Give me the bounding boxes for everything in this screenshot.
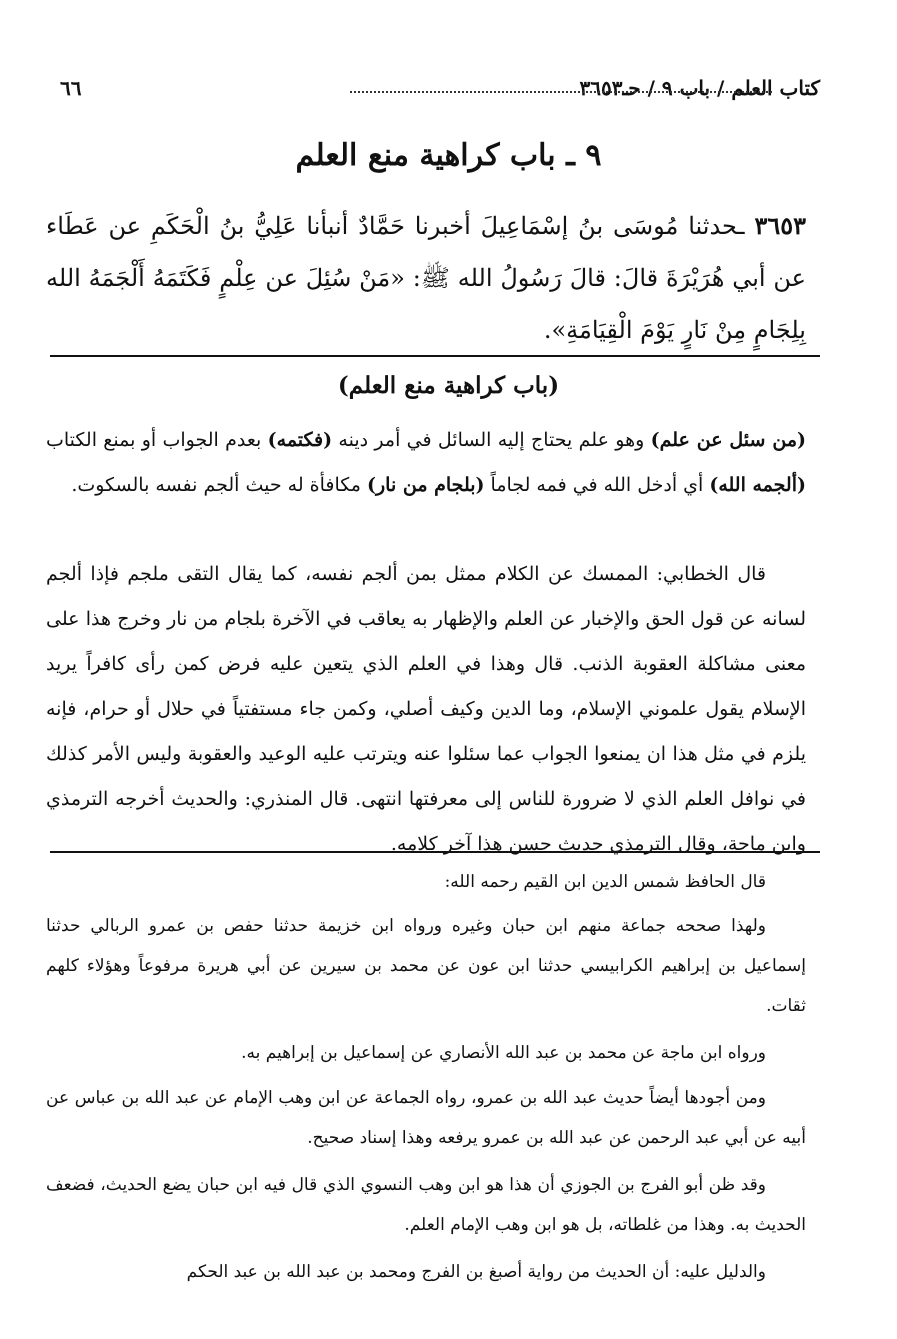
ibn-qayyim-paragraph: والدليل عليه: أن الحديث من رواية أصبغ بن الفرج ومحمد بن عبد الله بن عبد الحكم (186, 1262, 766, 1282)
hadith-number: ٣٦٥٣ (754, 211, 806, 240)
hadith-text (46, 200, 806, 356)
commentary-text: بعدم الجواب أو بمنع الكتاب (46, 429, 268, 451)
commentary-heading: (باب كراهية منع العلم) (337, 372, 560, 399)
dotted-leader (350, 91, 772, 93)
commentary-text: أي أدخل الله في فمه لجاماً (484, 474, 710, 496)
commentary-paragraph: قال الخطابي: الممسك عن الكلام ممثل بمن ألجم نفسه، كما يقال التقى ملجم فإذا ألجم لسانه عن قول الحق والإخبار عن العلم والإظهار به يعاقب في الآخرة بلجام من نار وخرج هذا على معنى مشاكلة العقوبة الذنب. قال وهذا في العلم الذي يتعين عليه فرض كمن رأى كافراً يريد الإسلام يقول علموني الإسلام، وما الدين وكيف أصلي، وكمن جاء مستفتياً في حلال أو حرام، فإنه يلزم في مثل هذا ان يمنعوا الجواب عما سئلوا عنه ويترتب عليه الوعيد والعقوبة وليس الأمر كذلك في نوافل العلم الذي لا ضرورة للناس إلى معرفتها انتهى. قال المنذري: والحديث أخرجه الترمذي وابن ماجة، وقال الترمذي حديث حسن هذا آخر كلامه. (46, 563, 806, 855)
divider-rule (50, 851, 820, 853)
divider-rule (50, 355, 820, 357)
commentary-term: (من سئل عن علم) (650, 429, 806, 451)
chapter-heading: ٩ ـ باب كراهية منع العلم (295, 138, 602, 173)
ibn-qayyim-paragraph: ولهذا صححه جماعة منهم ابن حبان وغيره ورواه ابن خزيمة حدثنا حفص بن عمرو الربالي حدثنا إسماعيل بن إبراهيم الكرابيسي حدثنا ابن عون عن محمد بن سيرين عن أبي هريرة مرفوعاً وهؤلاء كلهم ثقات. (46, 916, 806, 1016)
ibn-qayyim-paragraph: وقد ظن أبو الفرج بن الجوزي أن هذا هو ابن وهب النسوي الذي قال فيه ابن حبان يضع الحديث، فضعف الحديث به. وهذا من غلطاته، بل هو ابن وهب الإمام العلم. (46, 1175, 806, 1235)
commentary-text: مكافأة له حيث ألجم نفسه بالسكوت. (71, 474, 368, 496)
running-title: كتاب العلم / باب ٩ / حـ٣٦٥٣ (579, 76, 820, 100)
ibn-qayyim-intro: قال الحافظ شمس الدين ابن القيم رحمه الله: (444, 872, 766, 892)
commentary-term: (ألجمه الله) (709, 474, 806, 496)
commentary-text: وهو علم يحتاج إليه السائل في أمر دينه (332, 429, 651, 451)
page-number: ٦٦ (60, 76, 82, 100)
page-header (60, 72, 820, 104)
commentary-paragraph (46, 418, 806, 508)
commentary-term: (بلجام من نار) (367, 474, 485, 496)
ibn-qayyim-paragraph: ورواه ابن ماجة عن محمد بن عبد الله الأنصاري عن إسماعيل بن إبراهيم به. (241, 1043, 766, 1063)
commentary-term: (فكتمه) (267, 429, 333, 451)
ibn-qayyim-paragraph: ومن أجودها أيضاً حديث عبد الله بن عمرو، رواه الجماعة عن ابن وهب الإمام عن عبد الله بن عباس عن أبيه عن أبي عبد الرحمن عن عبد الله بن عمرو يرفعه وهذا إسناد صحيح. (46, 1088, 806, 1148)
hadith-body: ـحدثنا مُوسَى بنُ إسْمَاعِيلَ أخبرنا حَمَّادٌ أنبأنا عَلِيُّ بنُ الْحَكَمِ عن عَطَاء عن أبي هُرَيْرَةَ قالَ: قالَ رَسُولُ الله ﷺ: «مَنْ سُئِلَ عن عِلْمٍ فَكَتَمَهُ أَلْجَمَهُ الله بِلِجَامٍ مِنْ نَارٍ يَوْمَ الْقِيَامَةِ». (46, 212, 806, 344)
